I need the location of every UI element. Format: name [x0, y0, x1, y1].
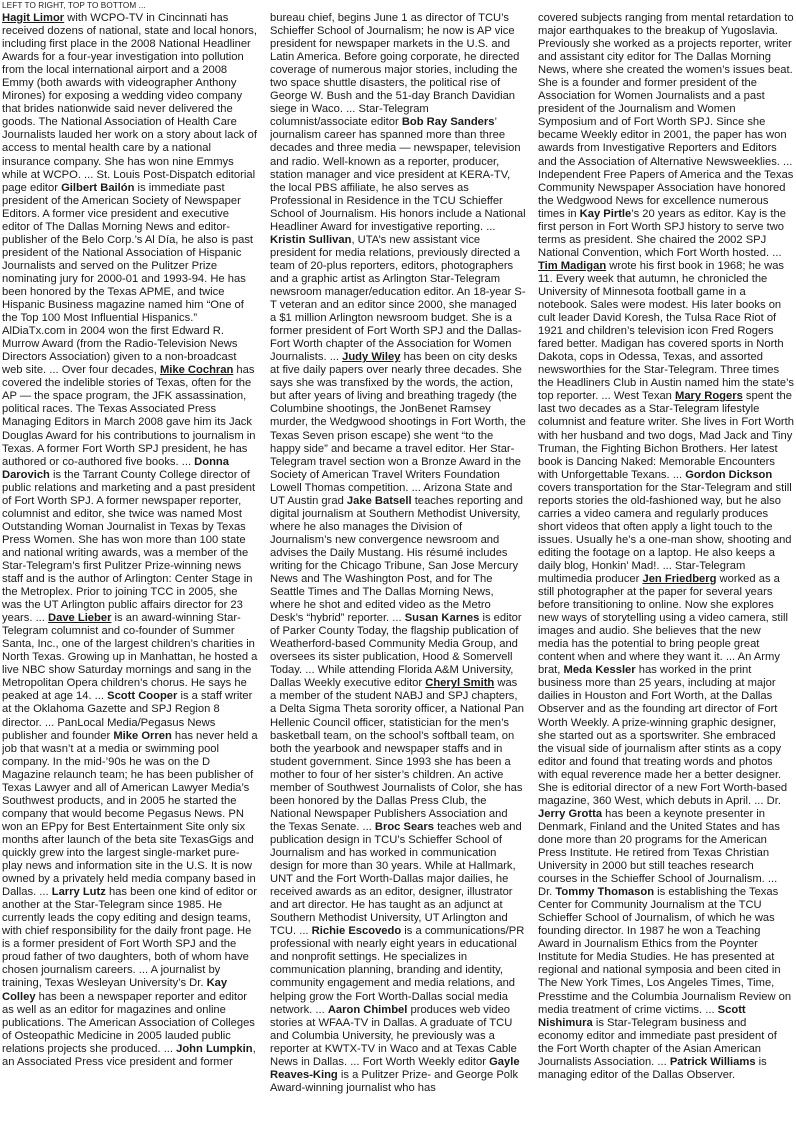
person-name: Gilbert Bailón [61, 181, 135, 194]
bio-text: covered subjects ranging from mental retardation to major earthquakes to the breakup of Yugoslavia. Previously she worked as a projects reporter, writer and assistant city editor for The Dallas Morning News, where she created the women’s issues beat. She is a founder and former president of the Association for Women Journalists and a past president of the Journalism and Women Symposium and of Fort Worth SPJ. Since she became Weekly editor in 2001, the paper has won awards from Investigative Reporters and Editors and the Association of Alternative Newsweeklies. ... Independent Free Papers of America and the Texas Community Newspaper Association have honored the Wedgwood News for excellence numerous times in [538, 12, 794, 220]
bio-text: teaches reporting and digital journalism at Southern Methodist University, where he also manages the Division of Journalism’s new convergence newsroom and advises the Daily Mustang. His résumé includes writing for the Chicago Tribune, San Jose Mercury News and The Washington Post, and for The Seattle Times and The Dallas Morning News, where he shot and edited video as the Metro Desk’s “hybrid” reporter. ... [270, 494, 523, 625]
person-name: Gayle Reaves-King [270, 1055, 520, 1081]
person-name: Mary Rogers [675, 390, 743, 403]
person-name: Kay Pirtle [579, 207, 632, 220]
bio-text: has covered the indelible stories of Texas, often for the AP — the space program, the JFK assassination, political races. The Texas Associated Press Managing Editors in March 2008 gave him its Jack Douglas Award for his contributions to journalism in Texas. A former Fort Worth SPJ president, he has authored or co-authored five books. ... [2, 364, 256, 468]
bio-text: with WCPO-TV in Cincinnati has received dozens of national, state and local honors, including first place in the 2008 National Headliner Awards for a four-year investigation into pollution from the local international airport and a 2008 Emmy (both awards with videographer Anthony Mirones) for exposing a wedding video company that brides nationwide said never delivered the goods. The National Association of Health Care Journalists lauded her work on a story about lack of access to mental health care by a national insurance company. She has won nine Emmys while at WCPO. ... St. Louis Post-Dispatch editorial page editor [2, 12, 257, 194]
bio-text: covers transportation for the Star-Telegram and still reports stories the old-fashioned way, but he also carries a video camera and regularly produces short videos that often apply a light touch to the issues. Usually he’s a one-man show, shooting and editing the footage on a laptop. He also keeps a daily blog, Honkin’ Mad!. ... Star-Telegram multimedia producer [538, 481, 792, 586]
bio-text: bureau chief, begins June 1 as director of TCU’s Schieffer School of Journalism; he now is AP vice president for newspaper markets in the U.S. and Latin America. Before going corporate, he directed coverage of numerous major stories, including the two space shuttle disasters, the political rise of George W. Bush and the 51-day Branch Davidian siege in Waco. ... Star-Telegram columnist/associate editor [270, 12, 520, 129]
person-name: Gordon Dickson [685, 468, 773, 481]
bio-text: is a staff writer at the Oklahoma Gazette and SPJ Region 8 director. ... PanLocal Media/Pegasus News publisher and founder [2, 690, 253, 742]
person-name: Tim Madigan [538, 259, 607, 272]
bio-text: is managing editor of the Dallas Observer. [538, 1055, 767, 1081]
kicker-label: LEFT TO RIGHT, TOP TO BOTTOM ... [2, 1, 146, 10]
person-name: Scott Cooper [107, 690, 178, 703]
bio-text: worked as a still photographer at the paper for several years before transitioning to online. Now she explores new ways of storytelling using a video camera, still images and audio. She believes that the new media has the potential to bring people great content when and where they want it. ... An Army brat, [538, 573, 788, 677]
person-name: Meda Kessler [563, 664, 636, 677]
bio-text: has never held a job that wasn’t at a media or swimming pool company. In the mid-’90s he was on the D Magazine relaunch team; he has been publisher of Texas Lawyer and all of American Lawyer Media’s Southwest products, and in 2005 he started the company that would become Pegasus News. PN won an EPpy for Best Entertainment Site only six months after launch of the beta site TexasGigs and quickly grew into the largest single-market pure-play news and information site in the U.S. It is now owned by a privately held media company based in Dallas. ... [2, 729, 258, 899]
column-2 [270, 12, 526, 1119]
person-name: Mike Cochran [159, 364, 234, 377]
person-name: Dave Lieber [48, 612, 112, 625]
bio-text: ’ journalism career has spanned more than three decades and three media — newspaper, television and radio. Well-known as a reporter, producer, station manager and vice president at KERA-TV, the local PBS affiliate, he also serves as Professional in Residence in the TCU Schieffer School of Journalism. His honors include a National Headliner Award for investigative reporting. ... [270, 116, 526, 233]
person-name: Mike Orren [113, 729, 172, 742]
person-name: Kay Colley [2, 977, 228, 1003]
bio-text: is Star-Telegram business and economy editor and immediate past president of the Fort Worth chapter of the Asian American Journalists Association. ... [538, 1016, 777, 1068]
columns [2, 12, 794, 1119]
person-name: Tommy Thomason [555, 886, 655, 899]
bio-text: is establishing the Texas Center for Community Journalism at the TCU Schieffer School of Journalism, of which he was founding director. In 1987 he won a Teaching Award in Journalism Ethics from the Poynter Institute for Media Studies. He has presented at regional and national symposia and been cited in The New York Times, Los Angeles Times, Time, Presstime and the Columbia Journalism Review on media treatment of crime victims. ... [538, 886, 792, 1016]
bio-text: was a member of the student NABJ and SPJ chapters, a Delta Sigma Theta sorority officer, a National Pan Hellenic Council officer, statistician for the men’s basketball team, on the school’s softball team, on both the yearbook and newspaper staffs and in student government. Since 1993 she has been a mother to four of her sister’s children. An active member of Southwest Journalists of Color, she has been honored by the Dallas Press Club, the National Newspaper Publishers Association and the Texas Senate. ... [270, 677, 524, 833]
column-text [270, 12, 526, 1095]
bio-text: is the Tarrant County College director of public relations and marketing and a past president of Fort Worth SPJ. A former newspaper reporter, columnist and editor, she twice was named Most Outstanding Woman Journalist in Texas by Texas Press Women. She has won more than 100 state and national writing awards, was a member of the Star-Telegram’s first Pulitzer Prize-winning news staff and is the author of Arlington: Center Stage in the Metroplex. Prior to joining TCC in 2005, she was the UT Arlington public affairs director for 23 years. ... [2, 468, 256, 625]
bio-text: has been a newspaper reporter and editor as well as an editor for magazines and online publications. The American Association of Colleges of Osteopathic Medicine in 2005 lauded public relations projects she produced. ... [2, 990, 255, 1055]
person-name: Jake Batsell [346, 494, 412, 507]
person-name: Bob Ray Sanders [401, 116, 495, 129]
bio-text: is a communications/PR professional with nearly eight years in educational and nonprofit settings. He specializes in communication planning, branding and identity, community engagement and media relations, and helping grow the Fort Worth-Dallas social media network. ... [270, 925, 525, 1016]
bio-text: ’s 20 years as editor. Kay is the first person in Fort Worth SPJ history to serve two terms as president. She chaired the 2002 SPJ National Convention, which Fort Worth hosted. ... [538, 207, 786, 259]
bio-text: produces web video stories at WFAA-TV in Dallas. A graduate of TCU and Columbia University, he previously was a reporter at KWTX-TV in Waco and at Texas Cable News in Dallas. ... Fort Worth Weekly editor [270, 1003, 517, 1068]
person-name: Susan Karnes [404, 612, 480, 625]
person-name: Larry Lutz [51, 886, 106, 899]
bio-text: has worked in the print business more than 25 years, including at major dailies in Houston and Fort Worth, at the Dallas Observer and as the founding art director of Fort Worth Weekly. A prize-winning graphic designer, she started out as a sportswriter. She embraced the visual side of journalism after stints as a copy editor and found that treating words and photos with equal reverence made her a better designer. She is editorial director of a new Fort Worth-based magazine, 360 West, which debuts in April. ... Dr. [538, 664, 788, 807]
bio-text: has been one kind of editor or another at the Star-Telegram since 1985. He currently leads the copy editing and design teams, with chief responsibility for the daily front page. He is a former president of Fort Worth SPJ and the proud father of two daughters, both of whom have chosen journalism careers. ... A journalist by training, Texas Wesleyan University’s Dr. [2, 886, 257, 990]
person-name: Kristin Sullivan [270, 233, 352, 246]
bio-text: is an award-winning Star-Telegram columnist and co-founder of Summer Santa, Inc., one of the largest children’s charities in North Texas. Growing up in Manhattan, he hosted a live NBC show Saturday mornings and sang in the Metropolitan Opera children’s chorus. He says he peaked at age 14. ... [2, 612, 258, 703]
bio-text: has been on city desks at five daily papers over nearly three decades. She says she was transfixed by the words, the action, but after years of living and breathing tragedy (the Columbine shootings, the JonBenet Ramsey murder, the Wedgwood shootings in Fort Worth, the Texas Seven prison escape) she went “to the happy side” and became a travel editor. Her Star-Telegram travel section won a Bronze Award in the Society of American Travel Writers Foundation Lowell Thomas competition. ... Arizona State and UT Austin grad [270, 351, 526, 507]
person-name: John Lumpkin [176, 1042, 253, 1055]
person-name: Jen Friedberg [642, 573, 717, 586]
bio-text: spent the last two decades as a Star-Telegram lifestyle columnist and feature writer. She lives in Fort Worth with her husband and two dogs, Mad Jack and Tiny Truman, the Fighting Bichon Brothers. Her latest book is Dancing Naked: Memorable Encounters with Unforgettable Texans. ... [538, 390, 794, 481]
person-name: Jerry Grotta [538, 807, 603, 820]
person-name: Broc Sears [374, 820, 434, 833]
person-name: Patrick Williams [669, 1055, 756, 1068]
column-1 [2, 12, 258, 1119]
column-text [538, 12, 794, 1082]
person-name: Aaron Chimbel [327, 1003, 408, 1016]
person-name: Judy Wiley [342, 351, 401, 364]
bio-text: is immediate past president of the American Society of Newspaper Editors. A former vice president and executive editor of The Dallas Morning News and editor-publisher of the Belo Corp.’s Al Día, he also is past president of the National Association of Hispanic Journalists and served on the Pulitzer Prize nominating jury for 2000-01 and 1993-94. He has been honored by the Texas APME, and twice Hispanic Business magazine named him “One of the Top 100 Most Influential Hispanics.” AlDiaTx.com in 2004 won the first Edward R. Murrow Award (from the Radio-Television News Directors Association) given to a non-broadcast web site. ... Over four decades, [2, 181, 254, 377]
person-name: Cheryl Smith [425, 677, 495, 690]
person-name: Scott Nishimura [538, 1003, 746, 1029]
bio-text: , an Associated Press vice president and former [2, 1042, 256, 1068]
bio-text: is a Pulitzer Prize- and George Polk Award-winning journalist who has [270, 1068, 519, 1094]
column-3 [538, 12, 794, 1119]
person-name: Richie Escovedo [311, 925, 402, 938]
bio-text: is editor of Parker County Today, the flagship publication of Weatherford-based Community Media Group, and oversees its sister publication, Hood & Somervell Today. ... While attending Florida A&M University, Dallas Weekly executive editor [270, 612, 522, 690]
person-name: Donna Darovich [2, 455, 229, 481]
bio-text: , UTA’s new assistant vice president for media relations, previously directed a team of 20-plus reporters, editors, photographers and a graphic artist as Arlington Star-Telegram newsroom manager/education editor. An 18-year S-T veteran and an editor since 2000, she managed a $1 million Arlington newsroom budget. She is a former president of Fort Worth SPJ and the Dallas-Fort Worth chapter of the Association for Women Journalists. ... [270, 233, 526, 364]
bio-text: teaches web and publication design in TCU’s Schieffer School of Journalism and has worked in communication design for more than 30 years. While at Hallmark, UNT and the Fort Worth-Dallas major dailies, he received awards as an editor, designer, illustrator and art director. He has taught as an adjunct at Southern Methodist University, UT Arlington and TCU. ... [270, 820, 522, 938]
bio-text: wrote his first book in 1968; he was 11. Every week that autumn, he chronicled the University of Minnesota football game in a notebook. Sales were modest. His later books on cult leader David Koresh, the Tulsa Race Riot of 1921 and children’s television icon Fred Rogers fared better. Madigan has covered sports in North Dakota, cops in Odessa, Texas, and assorted newsworthies for the Star-Telegram. Three times the Headliners Club in Austin named him the state’s top reporter. ... West Texan [538, 259, 794, 403]
column-text [2, 12, 258, 1069]
bio-text: has been a keynote presenter in Denmark, Finland and the United States and has done more than 20 programs for the American Press Institute. He retired from Texas Christian University in 2000 but still teaches research courses in the Schieffer School of Journalism. ... Dr. [538, 807, 780, 899]
person-name: Hagit Limor [2, 12, 65, 24]
